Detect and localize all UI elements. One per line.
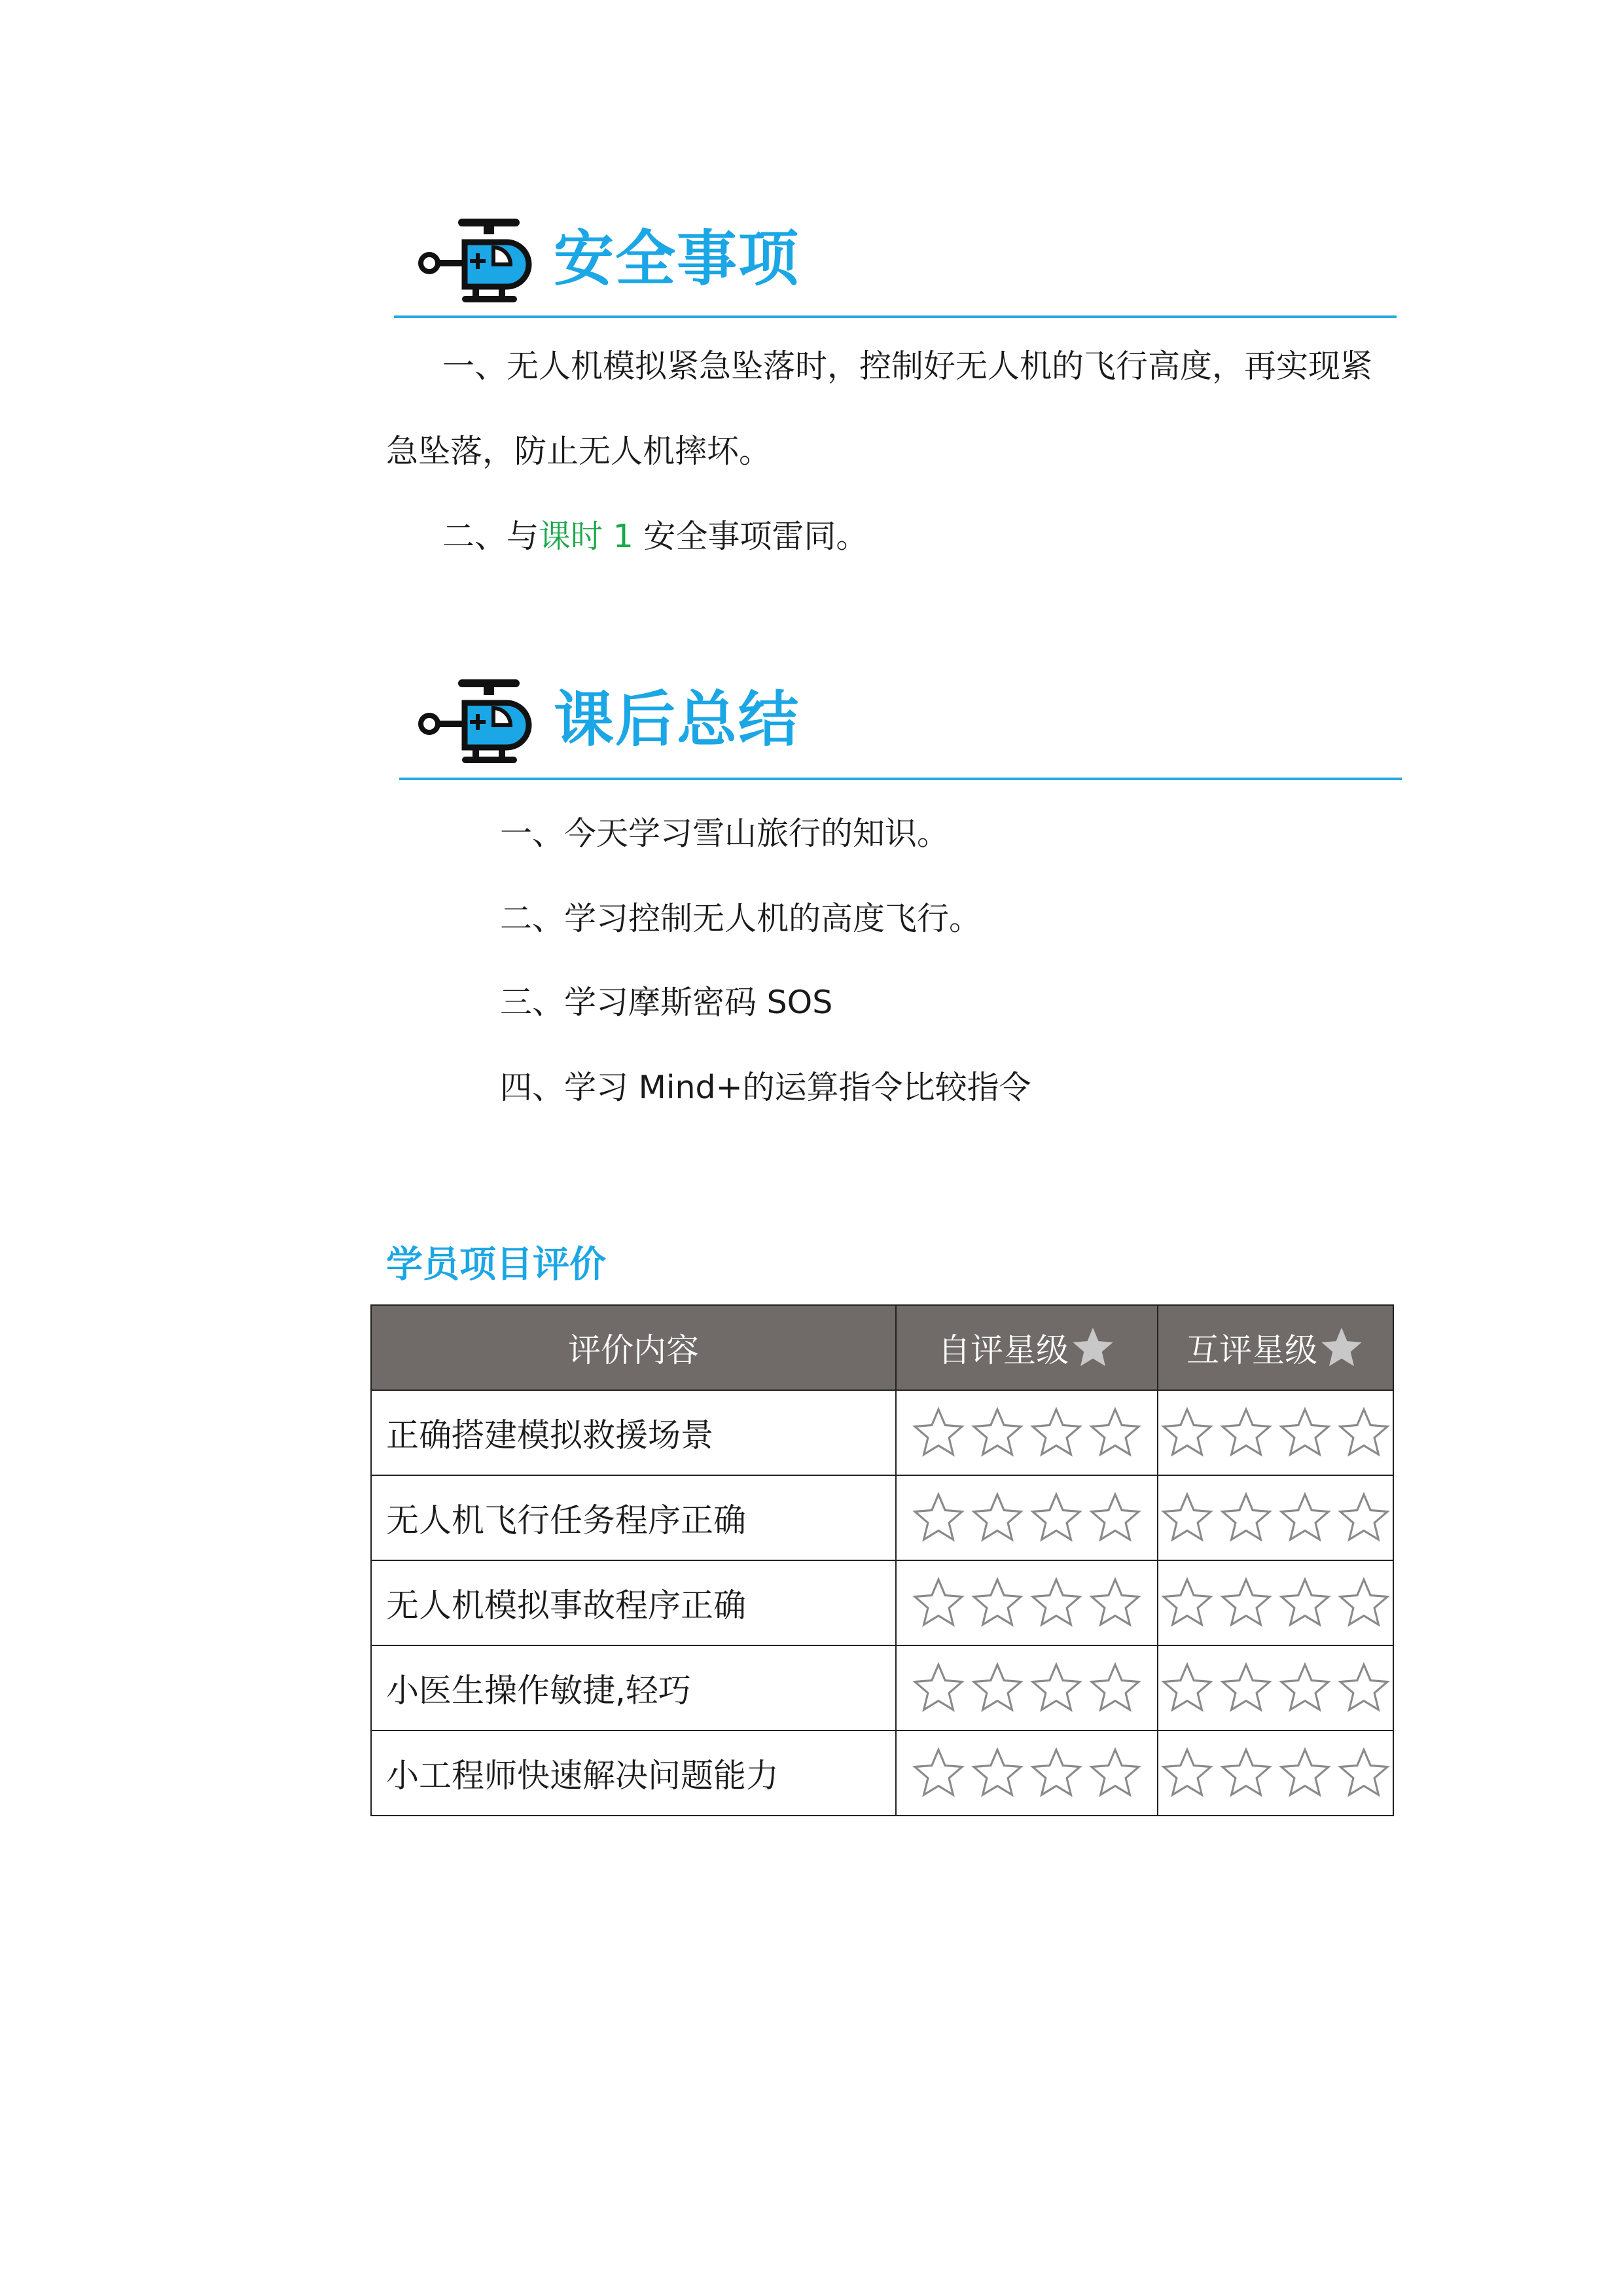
- star-outline-icon[interactable]: [1029, 1490, 1084, 1545]
- star-outline-icon[interactable]: [1160, 1746, 1215, 1801]
- star-outline-icon[interactable]: [1336, 1575, 1391, 1630]
- criterion-label: 小医生操作敏捷,轻巧: [371, 1645, 896, 1731]
- lesson-link[interactable]: 课时 1: [539, 518, 633, 555]
- star-outline-icon[interactable]: [970, 1746, 1025, 1801]
- star-outline-icon[interactable]: [1160, 1490, 1215, 1545]
- peer-rating-cell[interactable]: [1158, 1645, 1393, 1731]
- star-outline-icon[interactable]: [1219, 1746, 1274, 1801]
- summary-item: 一、今天学习雪山旅行的知识。: [500, 815, 950, 852]
- star-outline-icon[interactable]: [1160, 1405, 1215, 1460]
- star-outline-icon[interactable]: [970, 1490, 1025, 1545]
- star-outline-icon[interactable]: [911, 1490, 966, 1545]
- star-rating[interactable]: [1158, 1490, 1393, 1545]
- criterion-label: 无人机飞行任务程序正确: [371, 1475, 896, 1560]
- star-outline-icon[interactable]: [1088, 1405, 1143, 1460]
- section-header-safety: [411, 208, 1399, 313]
- star-rating[interactable]: [897, 1746, 1157, 1801]
- table-row: [371, 1560, 1393, 1645]
- star-outline-icon[interactable]: [1336, 1405, 1391, 1460]
- star-rating[interactable]: [897, 1405, 1157, 1460]
- criterion-label: 正确搭建模拟救援场景: [371, 1390, 896, 1475]
- peer-rating-cell[interactable]: [1158, 1560, 1393, 1645]
- star-rating[interactable]: [1158, 1746, 1393, 1801]
- star-outline-icon[interactable]: [1277, 1575, 1332, 1630]
- star-outline-icon[interactable]: [1088, 1575, 1143, 1630]
- section-title-summary: 课后总结: [554, 685, 800, 755]
- summary-item: 二、学习控制无人机的高度飞行。: [500, 900, 982, 937]
- star-outline-icon[interactable]: [1219, 1405, 1274, 1460]
- header-self-rating: 自评星级: [896, 1305, 1158, 1390]
- table-row: [371, 1731, 1393, 1816]
- star-rating[interactable]: [897, 1490, 1157, 1545]
- safety-item-2-suffix: 安全事项雷同。: [633, 518, 868, 555]
- star-outline-icon[interactable]: [1088, 1490, 1143, 1545]
- summary-item: 三、学习摩斯密码 SOS: [500, 984, 833, 1021]
- criterion-label: 小工程师快速解决问题能力: [371, 1731, 896, 1816]
- star-outline-icon[interactable]: [911, 1660, 966, 1715]
- self-rating-cell[interactable]: [896, 1645, 1158, 1731]
- star-outline-icon[interactable]: [1277, 1746, 1332, 1801]
- section-title-safety: 安全事项: [554, 224, 800, 294]
- star-outline-icon[interactable]: [970, 1405, 1025, 1460]
- section-divider: [394, 315, 1397, 318]
- self-rating-cell[interactable]: [896, 1731, 1158, 1816]
- star-outline-icon[interactable]: [1088, 1746, 1143, 1801]
- star-outline-icon[interactable]: [1277, 1490, 1332, 1545]
- header-peer-rating: 互评星级: [1158, 1305, 1393, 1390]
- star-outline-icon[interactable]: [1088, 1660, 1143, 1715]
- self-rating-cell[interactable]: [896, 1475, 1158, 1560]
- safety-item-1-line-2: 急坠落，防止无人机摔坏。: [386, 433, 772, 470]
- star-filled-icon: [1070, 1325, 1116, 1371]
- section-header-summary: [411, 669, 1399, 774]
- helicopter-icon: [416, 216, 533, 304]
- helicopter-icon: [416, 677, 533, 765]
- summary-item: 四、学习 Mind+的运算指令比较指令: [500, 1069, 1031, 1106]
- safety-item-2-prefix: 二、与: [442, 518, 539, 555]
- safety-item-1-line-1: 一、无人机模拟紧急坠落时，控制好无人机的飞行高度，再实现紧: [442, 348, 1373, 385]
- peer-rating-cell[interactable]: [1158, 1731, 1393, 1816]
- star-outline-icon[interactable]: [1277, 1405, 1332, 1460]
- star-outline-icon[interactable]: [911, 1746, 966, 1801]
- table-row: [371, 1475, 1393, 1560]
- star-outline-icon[interactable]: [970, 1660, 1025, 1715]
- star-outline-icon[interactable]: [1029, 1746, 1084, 1801]
- star-outline-icon[interactable]: [911, 1575, 966, 1630]
- star-rating[interactable]: [1158, 1575, 1393, 1630]
- star-outline-icon[interactable]: [1336, 1746, 1391, 1801]
- self-rating-cell[interactable]: [896, 1390, 1158, 1475]
- table-row: [371, 1390, 1393, 1475]
- star-outline-icon[interactable]: [1219, 1490, 1274, 1545]
- star-outline-icon[interactable]: [1029, 1575, 1084, 1630]
- table-header-row: [371, 1305, 1393, 1390]
- criterion-label: 无人机模拟事故程序正确: [371, 1560, 896, 1645]
- star-rating[interactable]: [897, 1575, 1157, 1630]
- self-rating-cell[interactable]: [896, 1560, 1158, 1645]
- star-outline-icon[interactable]: [1160, 1575, 1215, 1630]
- header-content: 评价内容: [371, 1305, 896, 1390]
- star-outline-icon[interactable]: [1029, 1405, 1084, 1460]
- safety-item-2: [442, 517, 868, 556]
- evaluation-title: 学员项目评价: [386, 1244, 606, 1286]
- evaluation-table: [370, 1304, 1394, 1816]
- star-outline-icon[interactable]: [1336, 1490, 1391, 1545]
- star-rating[interactable]: [1158, 1405, 1393, 1460]
- star-outline-icon[interactable]: [1219, 1575, 1274, 1630]
- star-filled-icon: [1319, 1325, 1364, 1371]
- star-outline-icon[interactable]: [1219, 1660, 1274, 1715]
- star-outline-icon[interactable]: [1277, 1660, 1332, 1715]
- star-outline-icon[interactable]: [1160, 1660, 1215, 1715]
- star-rating[interactable]: [897, 1660, 1157, 1715]
- star-outline-icon[interactable]: [970, 1575, 1025, 1630]
- peer-rating-cell[interactable]: [1158, 1475, 1393, 1560]
- star-rating[interactable]: [1158, 1660, 1393, 1715]
- star-outline-icon[interactable]: [1336, 1660, 1391, 1715]
- star-outline-icon[interactable]: [911, 1405, 966, 1460]
- table-row: [371, 1645, 1393, 1731]
- peer-rating-cell[interactable]: [1158, 1390, 1393, 1475]
- star-outline-icon[interactable]: [1029, 1660, 1084, 1715]
- section-divider: [399, 778, 1402, 780]
